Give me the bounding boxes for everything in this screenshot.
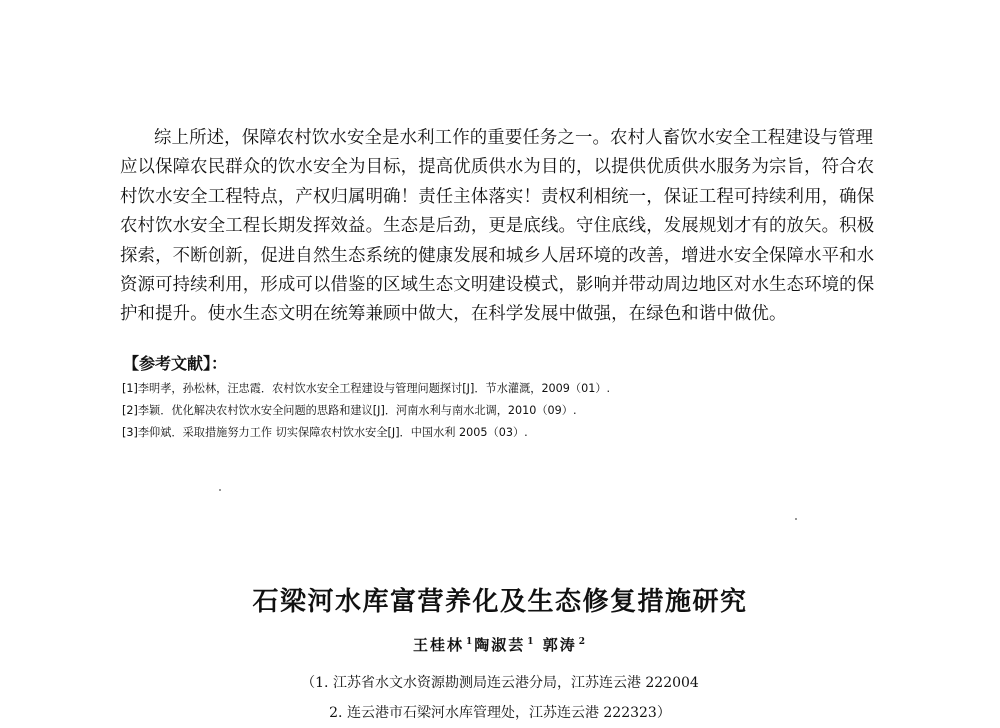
paragraph-line: 村饮水安全工程特点，产权归属明确！责任主体落实！责权利相统一，保证工程可持续利用，确保 [120, 186, 875, 207]
reference-item: [2]李颖．优化解决农村饮水安全问题的思路和建议[J]．河南水利与南水北调，2010（09）. [122, 404, 577, 417]
affiliation-line: （1. 江苏省水文水资源勘测局连云港分局，江苏连云港 222004 [301, 675, 699, 691]
scan-speck [795, 518, 797, 520]
references-heading: 【参考文献】： [123, 354, 228, 373]
reference-item: [3]李仰斌．采取措施努力工作 切实保障农村饮水安全[J]．中国水利 2005（03）. [122, 426, 528, 439]
paragraph-line: 农村饮水安全工程长期发挥效益。生态是后劲，更是底线。守住底线，发展规划才有的放矢。积极 [120, 216, 875, 237]
paragraph-line: 资源可持续利用，形成可以借鉴的区域生态文明建设模式，影响并带动周边地区对水生态环境的保 [120, 274, 875, 295]
conclusion-paragraph [120, 124, 886, 330]
author-affiliation-mark: 2 [578, 637, 586, 647]
author-name: 郭涛 [542, 636, 577, 654]
author-name: 王桂林 [412, 636, 464, 654]
paragraph-line: 综上所述，保障农村饮水安全是水利工作的重要任务之一。农村人畜饮水安全工程建设与管理 [154, 128, 874, 148]
references-list [122, 378, 922, 444]
scan-speck [219, 489, 221, 491]
article-title: 石梁河水库富营养化及生态修复措施研究 [252, 587, 748, 617]
paragraph-line: 探索，不断创新，促进自然生态系统的健康发展和城乡人居环境的改善，增进水安全保障水平和水 [120, 245, 875, 266]
reference-item: [1]李明孝，孙松林，汪忠霞．农村饮水安全工程建设与管理问题探讨[J]．节水灌溉，2009（01）. [122, 382, 611, 395]
author-line [0, 634, 1000, 655]
paragraph-line: 应以保障农民群众的饮水安全为目标，提高优质供水为目的，以提供优质供水服务为宗旨，符合农 [120, 157, 875, 178]
paragraph-line: 护和提升。使水生态文明在统筹兼顾中做大，在科学发展中做强，在绿色和谐中做优。 [120, 304, 787, 325]
author-affiliation-mark: 1 [527, 637, 534, 647]
affiliation-line: 2. 连云港市石梁河水库管理处，江苏连云港 222323） [329, 705, 671, 721]
author-name: 陶淑芸 [474, 636, 526, 654]
author-affiliation-mark: 1 [465, 637, 473, 647]
